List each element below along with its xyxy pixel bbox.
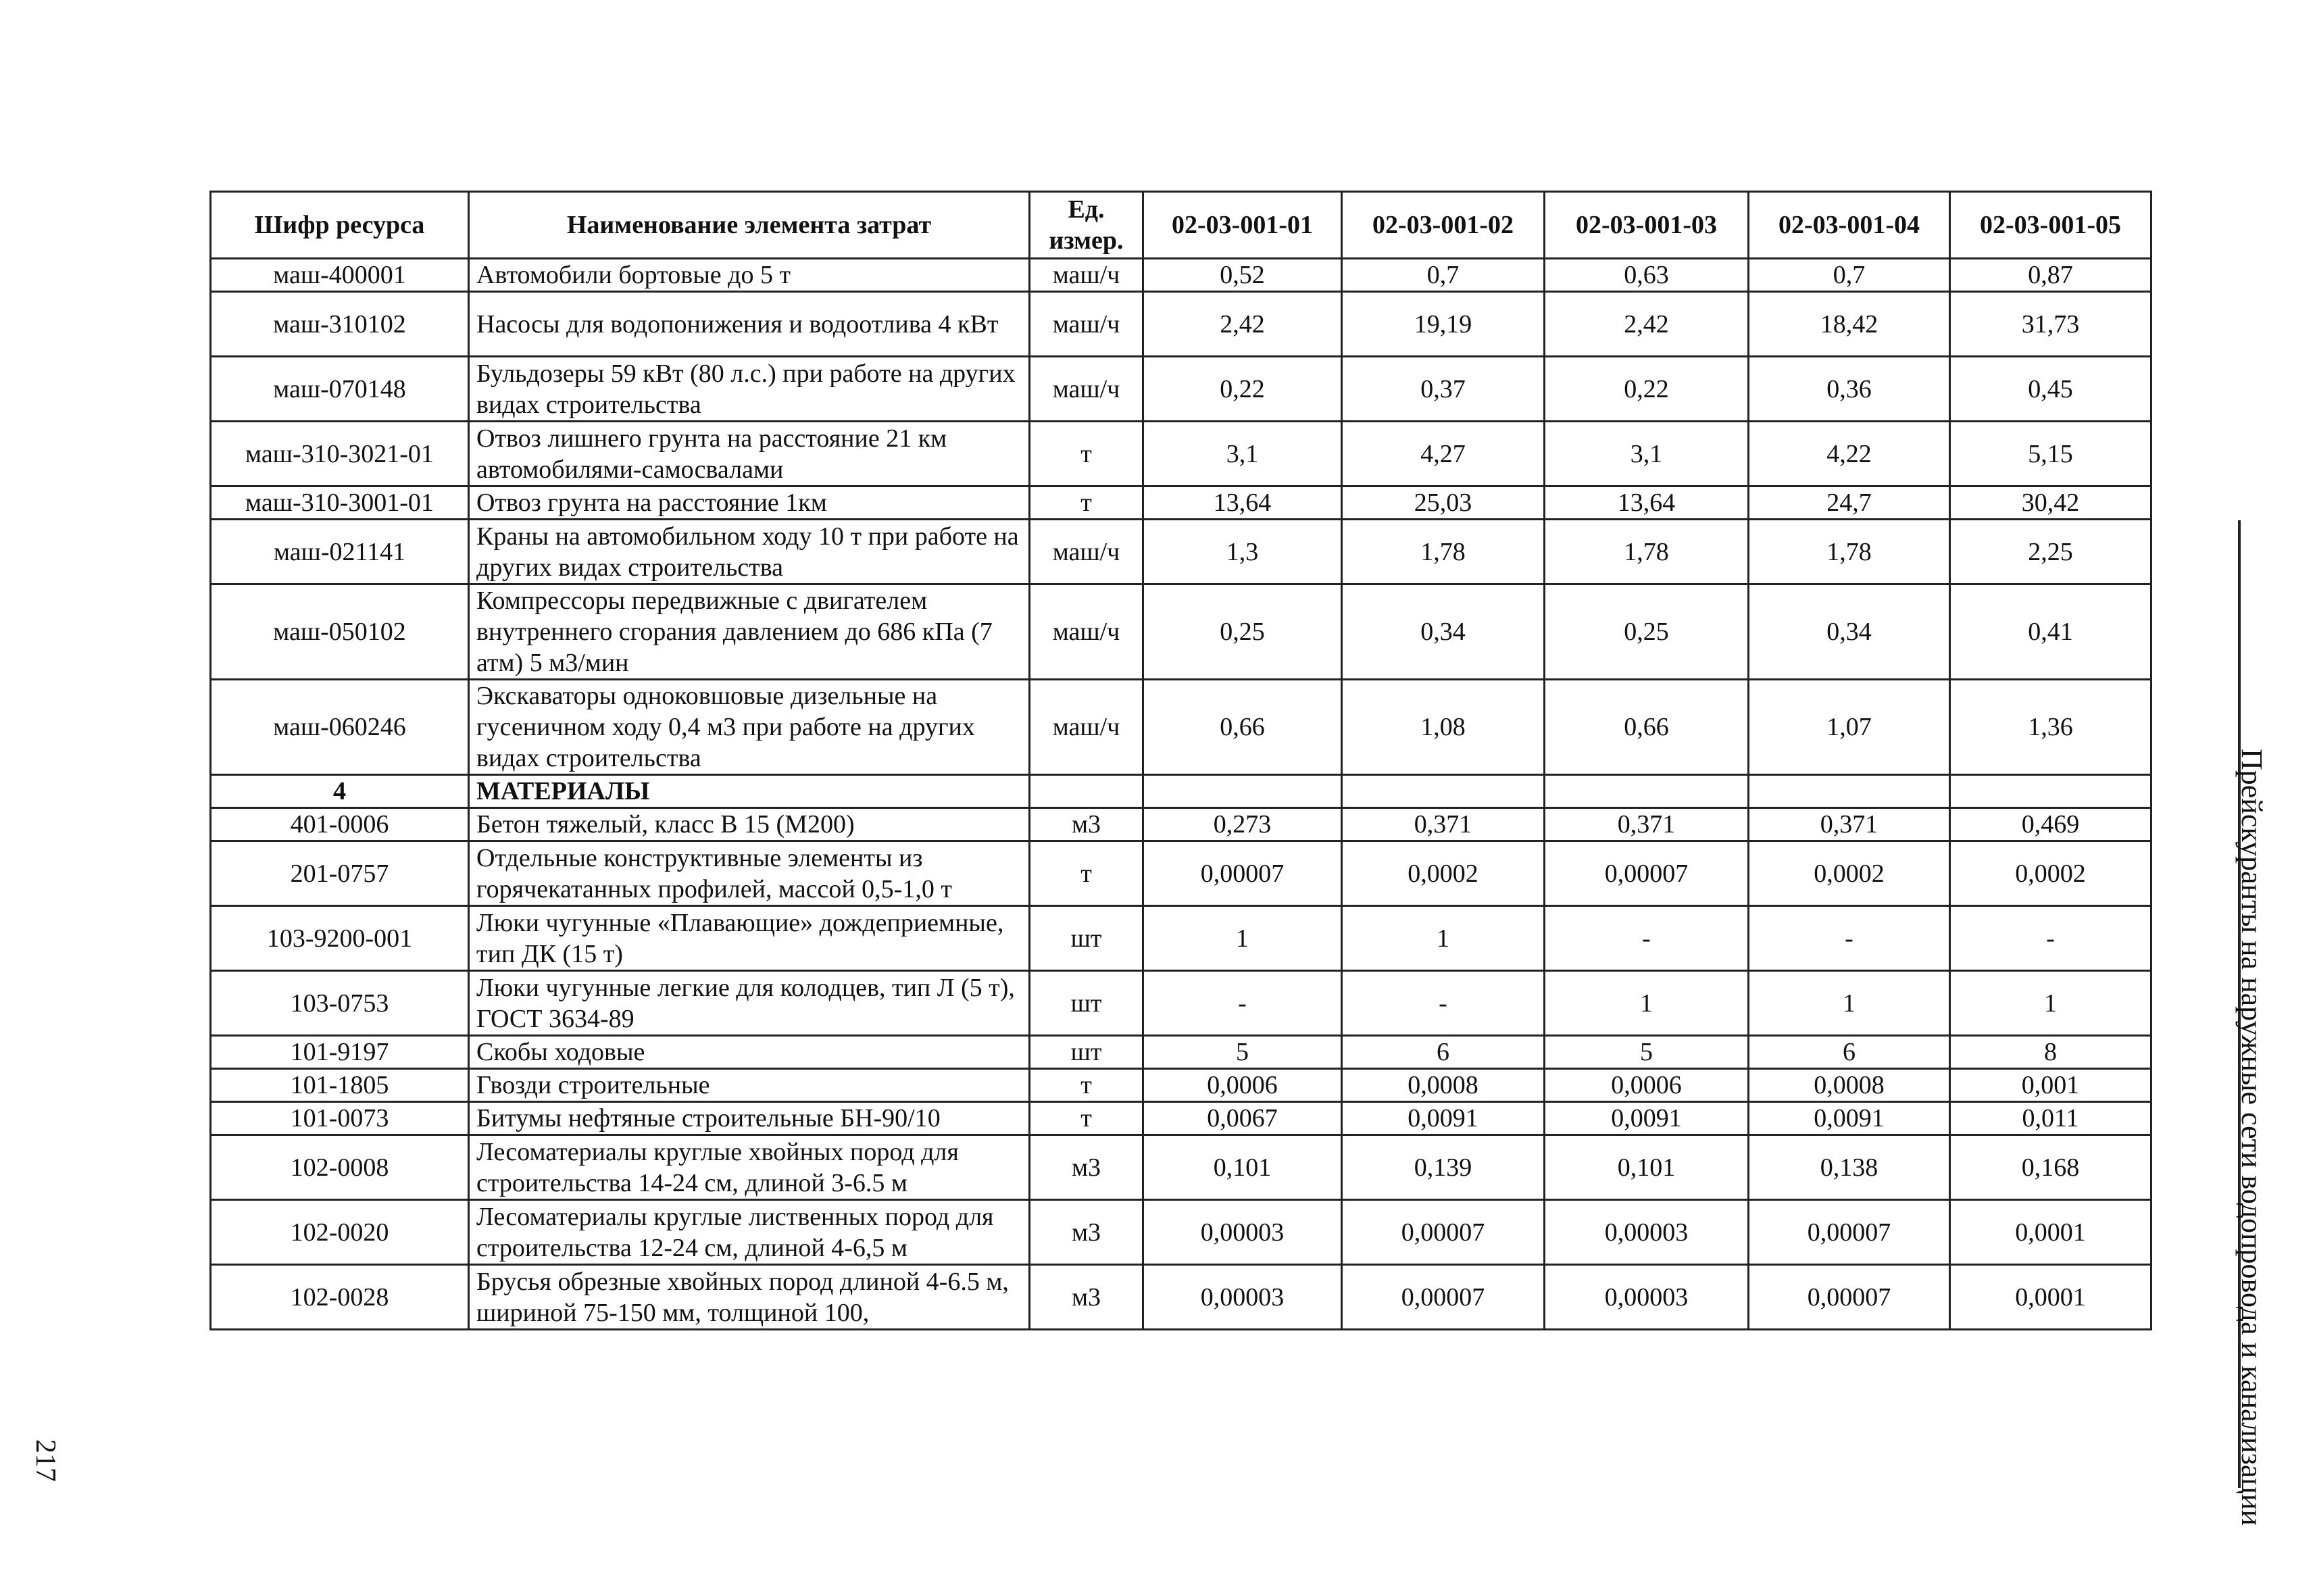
resource-code-cell: маш-310-3021-01 <box>211 422 469 487</box>
resource-code-cell: 101-9197 <box>211 1036 469 1069</box>
price-table <box>209 191 2152 1330</box>
header-cell: 02-03-001-04 <box>1749 192 1950 259</box>
value-cell: 1,78 <box>1545 520 1749 584</box>
table-row <box>211 1265 2151 1330</box>
value-cell: 24,7 <box>1749 487 1950 520</box>
value-cell: 25,03 <box>1342 487 1545 520</box>
value-cell: 0,101 <box>1545 1135 1749 1200</box>
unit-cell: шт <box>1030 1036 1143 1069</box>
resource-code-cell: 101-1805 <box>211 1069 469 1102</box>
value-cell: 0,25 <box>1545 584 1749 680</box>
value-cell: 6 <box>1342 1036 1545 1069</box>
resource-code-cell: 101-0073 <box>211 1102 469 1135</box>
value-cell: 0,63 <box>1545 259 1749 292</box>
table-row <box>211 357 2151 422</box>
cost-element-name-cell: Скобы ходовые <box>469 1036 1030 1069</box>
unit-cell: т <box>1030 1102 1143 1135</box>
header-cell: Ед. измер. <box>1030 192 1143 259</box>
value-cell: 0,00007 <box>1749 1265 1950 1330</box>
cost-element-name-cell: Бульдозеры 59 кВт (80 л.с.) при работе на других видах строительства <box>469 357 1030 422</box>
table-row <box>211 422 2151 487</box>
resource-code-cell: 103-9200-001 <box>211 906 469 971</box>
value-cell: 0,34 <box>1749 584 1950 680</box>
value-cell: 0,7 <box>1342 259 1545 292</box>
cost-element-name-cell: Отвоз грунта на расстояние 1км <box>469 487 1030 520</box>
value-cell: 1 <box>1342 906 1545 971</box>
value-cell: 0,37 <box>1342 357 1545 422</box>
cost-element-name-cell: Отвоз лишнего грунта на расстояние 21 км автомобилями-самосвалами <box>469 422 1030 487</box>
resource-code-cell: 201-0757 <box>211 841 469 906</box>
table-row <box>211 1200 2151 1265</box>
unit-cell: т <box>1030 422 1143 487</box>
value-cell: - <box>1143 971 1342 1036</box>
resource-code-cell: маш-021141 <box>211 520 469 584</box>
value-cell: 0,0091 <box>1342 1102 1545 1135</box>
value-cell: 0,371 <box>1342 808 1545 841</box>
cost-element-name-cell: Битумы нефтяные строительные БН-90/10 <box>469 1102 1030 1135</box>
value-cell: 0,7 <box>1749 259 1950 292</box>
value-cell: 13,64 <box>1545 487 1749 520</box>
value-cell: 0,00007 <box>1143 841 1342 906</box>
value-cell: 0,0002 <box>1749 841 1950 906</box>
cost-element-name-cell: Бетон тяжелый, класс В 15 (М200) <box>469 808 1030 841</box>
value-cell: 2,25 <box>1950 520 2151 584</box>
header-cell: Шифр ресурса <box>211 192 469 259</box>
table-row <box>211 971 2151 1036</box>
value-cell: 0,00007 <box>1749 1200 1950 1265</box>
value-cell: 31,73 <box>1950 292 2151 357</box>
value-cell: 0,0002 <box>1950 841 2151 906</box>
value-cell: 0,0006 <box>1143 1069 1342 1102</box>
cost-element-name-cell: Брусья обрезные хвойных пород длиной 4-6.5 м, шириной 75-150 мм, толщиной 100, <box>469 1265 1030 1330</box>
value-cell: 3,1 <box>1143 422 1342 487</box>
value-cell: - <box>1749 906 1950 971</box>
value-cell: 0,0001 <box>1950 1265 2151 1330</box>
resource-code-cell: маш-050102 <box>211 584 469 680</box>
value-cell: 5 <box>1143 1036 1342 1069</box>
table-row <box>211 808 2151 841</box>
table-row <box>211 1069 2151 1102</box>
resource-code-cell: 4 <box>211 775 469 808</box>
value-cell: 0,52 <box>1143 259 1342 292</box>
value-cell: 0,22 <box>1545 357 1749 422</box>
value-cell: 0,139 <box>1342 1135 1545 1200</box>
value-cell: - <box>1545 906 1749 971</box>
resource-code-cell: 103-0753 <box>211 971 469 1036</box>
value-cell: 8 <box>1950 1036 2151 1069</box>
value-cell: 0,0091 <box>1749 1102 1950 1135</box>
value-cell: 4,27 <box>1342 422 1545 487</box>
value-cell: 1 <box>1545 971 1749 1036</box>
table-row <box>211 841 2151 906</box>
header-cell: 02-03-001-02 <box>1342 192 1545 259</box>
value-cell: 1,3 <box>1143 520 1342 584</box>
unit-cell: маш/ч <box>1030 259 1143 292</box>
cost-element-name-cell: Краны на автомобильном ходу 10 т при работе на других видах строительства <box>469 520 1030 584</box>
cost-element-name-cell: Экскаваторы одноковшовые дизельные на гусеничном ходу 0,4 м3 при работе на других видах строительства <box>469 680 1030 775</box>
value-cell: 0,00003 <box>1545 1265 1749 1330</box>
value-cell: 6 <box>1749 1036 1950 1069</box>
unit-cell: м3 <box>1030 1200 1143 1265</box>
value-cell <box>1143 775 1342 808</box>
cost-element-name-cell: Гвозди строительные <box>469 1069 1030 1102</box>
unit-cell: м3 <box>1030 1265 1143 1330</box>
value-cell: 0,87 <box>1950 259 2151 292</box>
resource-code-cell: 102-0028 <box>211 1265 469 1330</box>
unit-cell <box>1030 775 1143 808</box>
table-row <box>211 584 2151 680</box>
resource-code-cell: маш-400001 <box>211 259 469 292</box>
unit-cell: т <box>1030 1069 1143 1102</box>
table-row <box>211 680 2151 775</box>
value-cell: 0,00007 <box>1342 1200 1545 1265</box>
cost-element-name-cell: Лесоматериалы круглые лиственных пород для строительства 12-24 см, длиной 4-6,5 м <box>469 1200 1030 1265</box>
table-row <box>211 259 2151 292</box>
value-cell: 0,001 <box>1950 1069 2151 1102</box>
table-row <box>211 906 2151 971</box>
section-row <box>211 775 2151 808</box>
value-cell: 0,273 <box>1143 808 1342 841</box>
value-cell: 0,00007 <box>1545 841 1749 906</box>
unit-cell: маш/ч <box>1030 357 1143 422</box>
table-row <box>211 292 2151 357</box>
header-cell: 02-03-001-03 <box>1545 192 1749 259</box>
header-cell: 02-03-001-05 <box>1950 192 2151 259</box>
value-cell: 5 <box>1545 1036 1749 1069</box>
value-cell: 0,45 <box>1950 357 2151 422</box>
unit-cell: шт <box>1030 971 1143 1036</box>
unit-cell: м3 <box>1030 1135 1143 1200</box>
unit-cell: маш/ч <box>1030 292 1143 357</box>
value-cell: 0,101 <box>1143 1135 1342 1200</box>
header-cell: 02-03-001-01 <box>1143 192 1342 259</box>
value-cell: 1,78 <box>1749 520 1950 584</box>
value-cell: 30,42 <box>1950 487 2151 520</box>
value-cell: 0,00003 <box>1545 1200 1749 1265</box>
resource-code-cell: маш-070148 <box>211 357 469 422</box>
cost-element-name-cell: Компрессоры передвижные с двигателем внутреннего сгорания давлением до 686 кПа (7 атм) 5 м3/мин <box>469 584 1030 680</box>
table-body <box>211 259 2151 1330</box>
value-cell: 0,41 <box>1950 584 2151 680</box>
value-cell: 0,0008 <box>1342 1069 1545 1102</box>
value-cell: 0,0006 <box>1545 1069 1749 1102</box>
value-cell: 1,07 <box>1749 680 1950 775</box>
value-cell <box>1950 775 2151 808</box>
value-cell: 1,08 <box>1342 680 1545 775</box>
table-row <box>211 1102 2151 1135</box>
value-cell: - <box>1342 971 1545 1036</box>
value-cell: 0,00003 <box>1143 1265 1342 1330</box>
value-cell: 4,22 <box>1749 422 1950 487</box>
unit-cell: шт <box>1030 906 1143 971</box>
cost-element-name-cell: Люки чугунные легкие для колодцев, тип Л (5 т), ГОСТ 3634-89 <box>469 971 1030 1036</box>
value-cell: 0,011 <box>1950 1102 2151 1135</box>
value-cell: 0,00007 <box>1342 1265 1545 1330</box>
value-cell: 0,0008 <box>1749 1069 1950 1102</box>
value-cell: 13,64 <box>1143 487 1342 520</box>
unit-cell: маш/ч <box>1030 520 1143 584</box>
value-cell: 1 <box>1143 906 1342 971</box>
cost-element-name-cell: МАТЕРИАЛЫ <box>469 775 1030 808</box>
value-cell: 18,42 <box>1749 292 1950 357</box>
cost-element-name-cell: Автомобили бортовые до 5 т <box>469 259 1030 292</box>
value-cell: 0,138 <box>1749 1135 1950 1200</box>
value-cell: 0,0091 <box>1545 1102 1749 1135</box>
value-cell: 1,36 <box>1950 680 2151 775</box>
resource-code-cell: 102-0008 <box>211 1135 469 1200</box>
value-cell: 19,19 <box>1342 292 1545 357</box>
value-cell: 1,78 <box>1342 520 1545 584</box>
value-cell: - <box>1950 906 2151 971</box>
table-row <box>211 1036 2151 1069</box>
value-cell: 0,0001 <box>1950 1200 2151 1265</box>
unit-cell: м3 <box>1030 808 1143 841</box>
value-cell: 2,42 <box>1545 292 1749 357</box>
resource-code-cell: маш-310-3001-01 <box>211 487 469 520</box>
value-cell: 0,371 <box>1545 808 1749 841</box>
value-cell: 0,25 <box>1143 584 1342 680</box>
unit-cell: маш/ч <box>1030 584 1143 680</box>
table-header-row <box>211 192 2151 259</box>
value-cell: 3,1 <box>1545 422 1749 487</box>
value-cell: 0,66 <box>1545 680 1749 775</box>
value-cell: 0,66 <box>1143 680 1342 775</box>
value-cell: 0,34 <box>1342 584 1545 680</box>
value-cell: 0,00003 <box>1143 1200 1342 1265</box>
value-cell: 0,168 <box>1950 1135 2151 1200</box>
value-cell: 0,0067 <box>1143 1102 1342 1135</box>
page-number: 217 <box>30 1439 61 1482</box>
cost-element-name-cell: Отдельные конструктивные элементы из горячекатанных профилей, массой 0,5-1,0 т <box>469 841 1030 906</box>
value-cell: 0,36 <box>1749 357 1950 422</box>
cost-element-name-cell: Люки чугунные «Плавающие» дождеприемные, тип ДК (15 т) <box>469 906 1030 971</box>
value-cell: 0,0002 <box>1342 841 1545 906</box>
value-cell <box>1749 775 1950 808</box>
value-cell: 2,42 <box>1143 292 1342 357</box>
header-cell: Наименование элемента затрат <box>469 192 1030 259</box>
value-cell <box>1342 775 1545 808</box>
value-cell: 0,371 <box>1749 808 1950 841</box>
table-row <box>211 487 2151 520</box>
unit-cell: т <box>1030 841 1143 906</box>
cost-element-name-cell: Насосы для водопонижения и водоотлива 4 кВт <box>469 292 1030 357</box>
unit-cell: маш/ч <box>1030 680 1143 775</box>
value-cell: 1 <box>1749 971 1950 1036</box>
value-cell <box>1545 775 1749 808</box>
value-cell: 0,22 <box>1143 357 1342 422</box>
side-running-title: Прейскуранты на наружные сети водопровода и канализации <box>2235 749 2268 1526</box>
resource-code-cell: маш-310102 <box>211 292 469 357</box>
resource-code-cell: маш-060246 <box>211 680 469 775</box>
table-row <box>211 1135 2151 1200</box>
value-cell: 5,15 <box>1950 422 2151 487</box>
unit-cell: т <box>1030 487 1143 520</box>
resource-code-cell: 102-0020 <box>211 1200 469 1265</box>
cost-element-name-cell: Лесоматериалы круглые хвойных пород для строительства 14-24 см, длиной 3-6.5 м <box>469 1135 1030 1200</box>
resource-code-cell: 401-0006 <box>211 808 469 841</box>
table-row <box>211 520 2151 584</box>
value-cell: 0,469 <box>1950 808 2151 841</box>
value-cell: 1 <box>1950 971 2151 1036</box>
